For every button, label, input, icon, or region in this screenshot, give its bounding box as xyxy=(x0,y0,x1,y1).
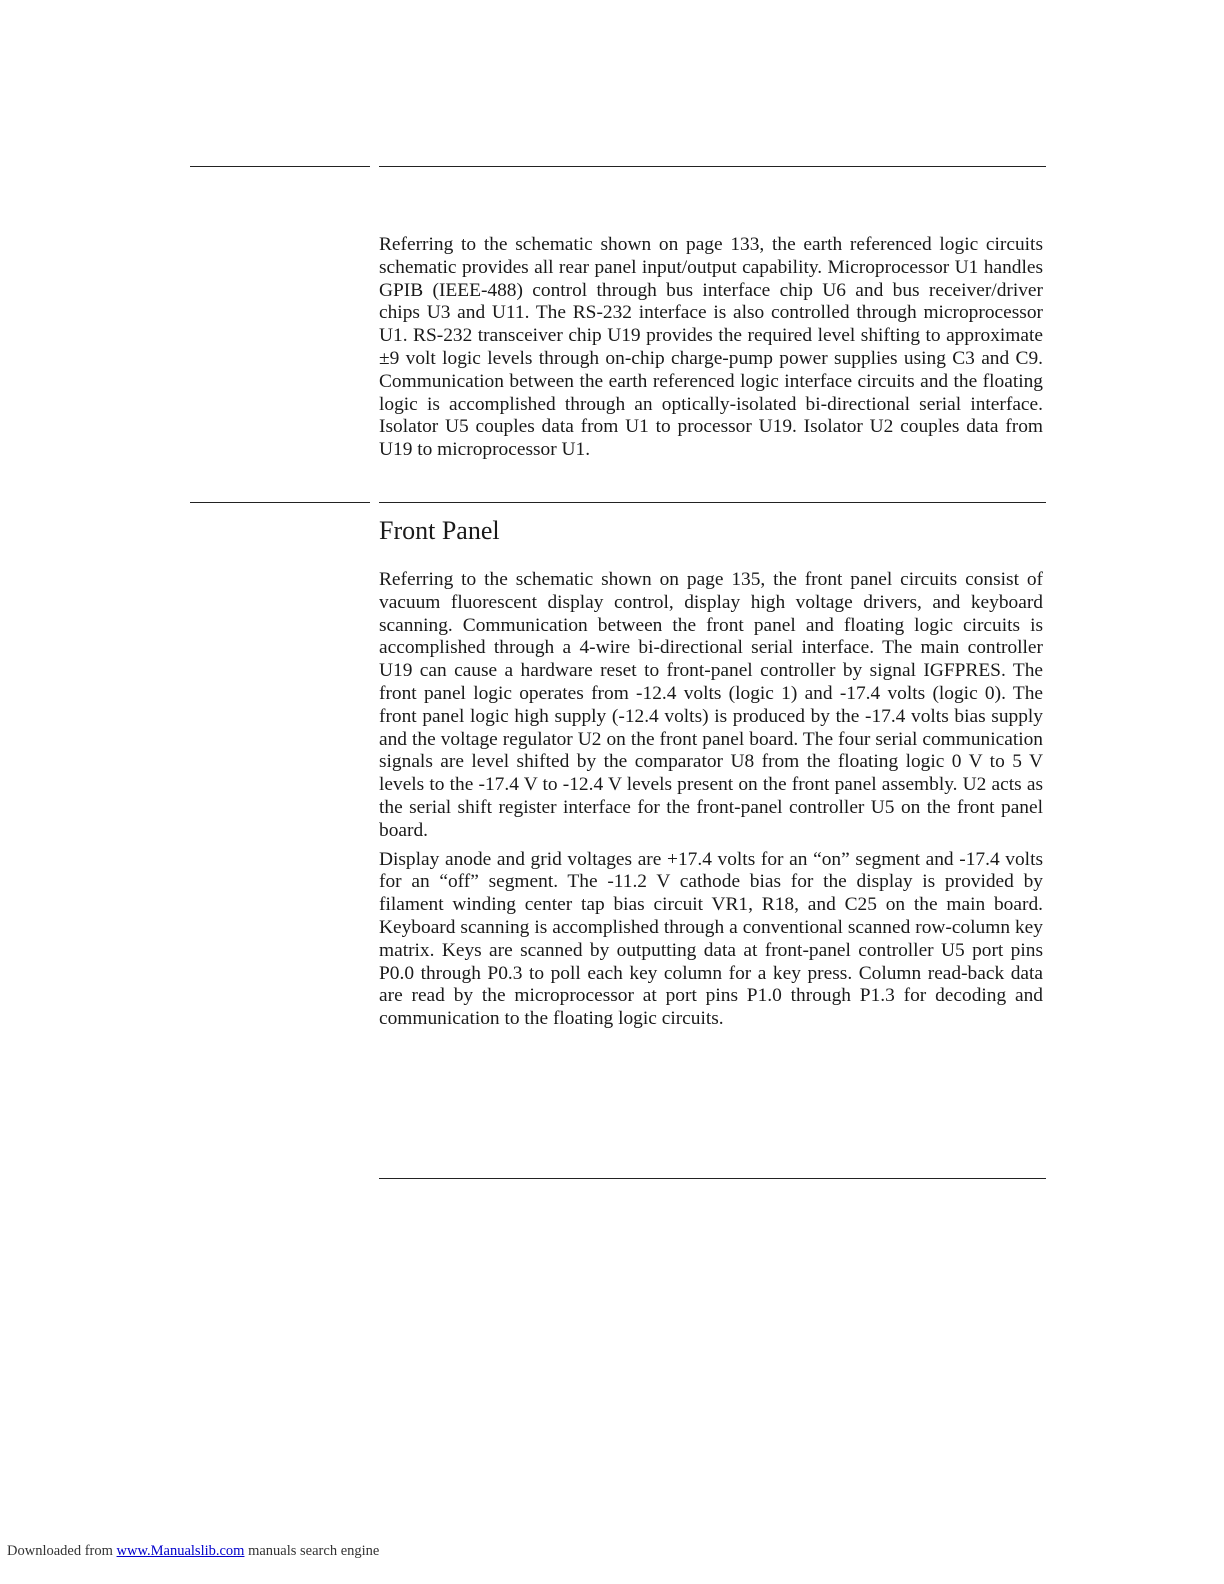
front-panel-paragraph-2: Display anode and grid voltages are +17.4 volts for an “on” segment and -17.4 volts for an “off” segment. The -11.2 V cathode bias for the display is provided by filament winding center tap bias circuit VR1, R18, and C25 on the main board. Keyboard scanning is accomplished through a conventional scanned row-column key matrix. Keys are scanned by outputting data at front-panel controller U5 port pins P0.0 through P0.3 to poll each key column for a key press. Column read-back data are read by the microprocessor at port pins P1.0 through P1.3 for decoding and communication to the floating logic circuits. xyxy=(379,848,1043,1030)
top-rule-left xyxy=(190,166,370,167)
section-rule-right xyxy=(379,502,1046,503)
section-rule-left xyxy=(190,502,370,503)
earth-referenced-logic-paragraph: Referring to the schematic shown on page 133, the earth referenced logic circuits schematic provides all rear panel input/output capability. Microprocessor U1 handles GPIB (IEEE-488) control through bus interface chip U6 and bus receiver/driver chips U3 and U11. The RS-232 interface is also controlled through microprocessor U1. RS-232 transceiver chip U19 provides the required level shifting to approximate ±9 volt logic levels through on-chip charge-pump power supplies using C3 and C9. Communication between the earth referenced logic interface circuits and the floating logic is accomplished through an optically-isolated bi-directional serial interface. Isolator U5 couples data from U1 to processor U19. Isolator U2 couples data from U19 to microprocessor U1. xyxy=(379,234,1043,461)
download-footer xyxy=(7,1543,379,1560)
front-panel-section xyxy=(379,569,1043,1037)
top-rule-right xyxy=(379,166,1046,167)
earth-referenced-logic-section xyxy=(379,234,1043,468)
manualslib-link[interactable]: www.Manualslib.com xyxy=(116,1543,245,1559)
front-panel-paragraph-1: Referring to the schematic shown on page 135, the front panel circuits consist of vacuum fluorescent display control, display high voltage drivers, and keyboard scanning. Communication between the front panel and floating logic circuits is accomplished through a 4-wire bi-directional serial interface. The main controller U19 can cause a hardware reset to front-panel controller by signal IGFPRES. The front panel logic operates from -12.4 volts (logic 1) and -17.4 volts (logic 0). The front panel logic high supply (-12.4 volts) is produced by the -17.4 volts bias supply and the voltage regulator U2 on the front panel board. The four serial communication signals are level shifted by the comparator U8 from the floating logic 0 V to 5 V levels to the -17.4 V to -12.4 V levels present on the front panel assembly. U2 acts as the serial shift register interface for the front-panel controller U5 on the front panel board. xyxy=(379,569,1043,841)
footer-suffix: manuals search engine xyxy=(244,1543,380,1559)
bottom-rule xyxy=(379,1178,1046,1179)
front-panel-heading: Front Panel xyxy=(379,516,500,545)
footer-prefix: Downloaded from xyxy=(7,1543,117,1559)
